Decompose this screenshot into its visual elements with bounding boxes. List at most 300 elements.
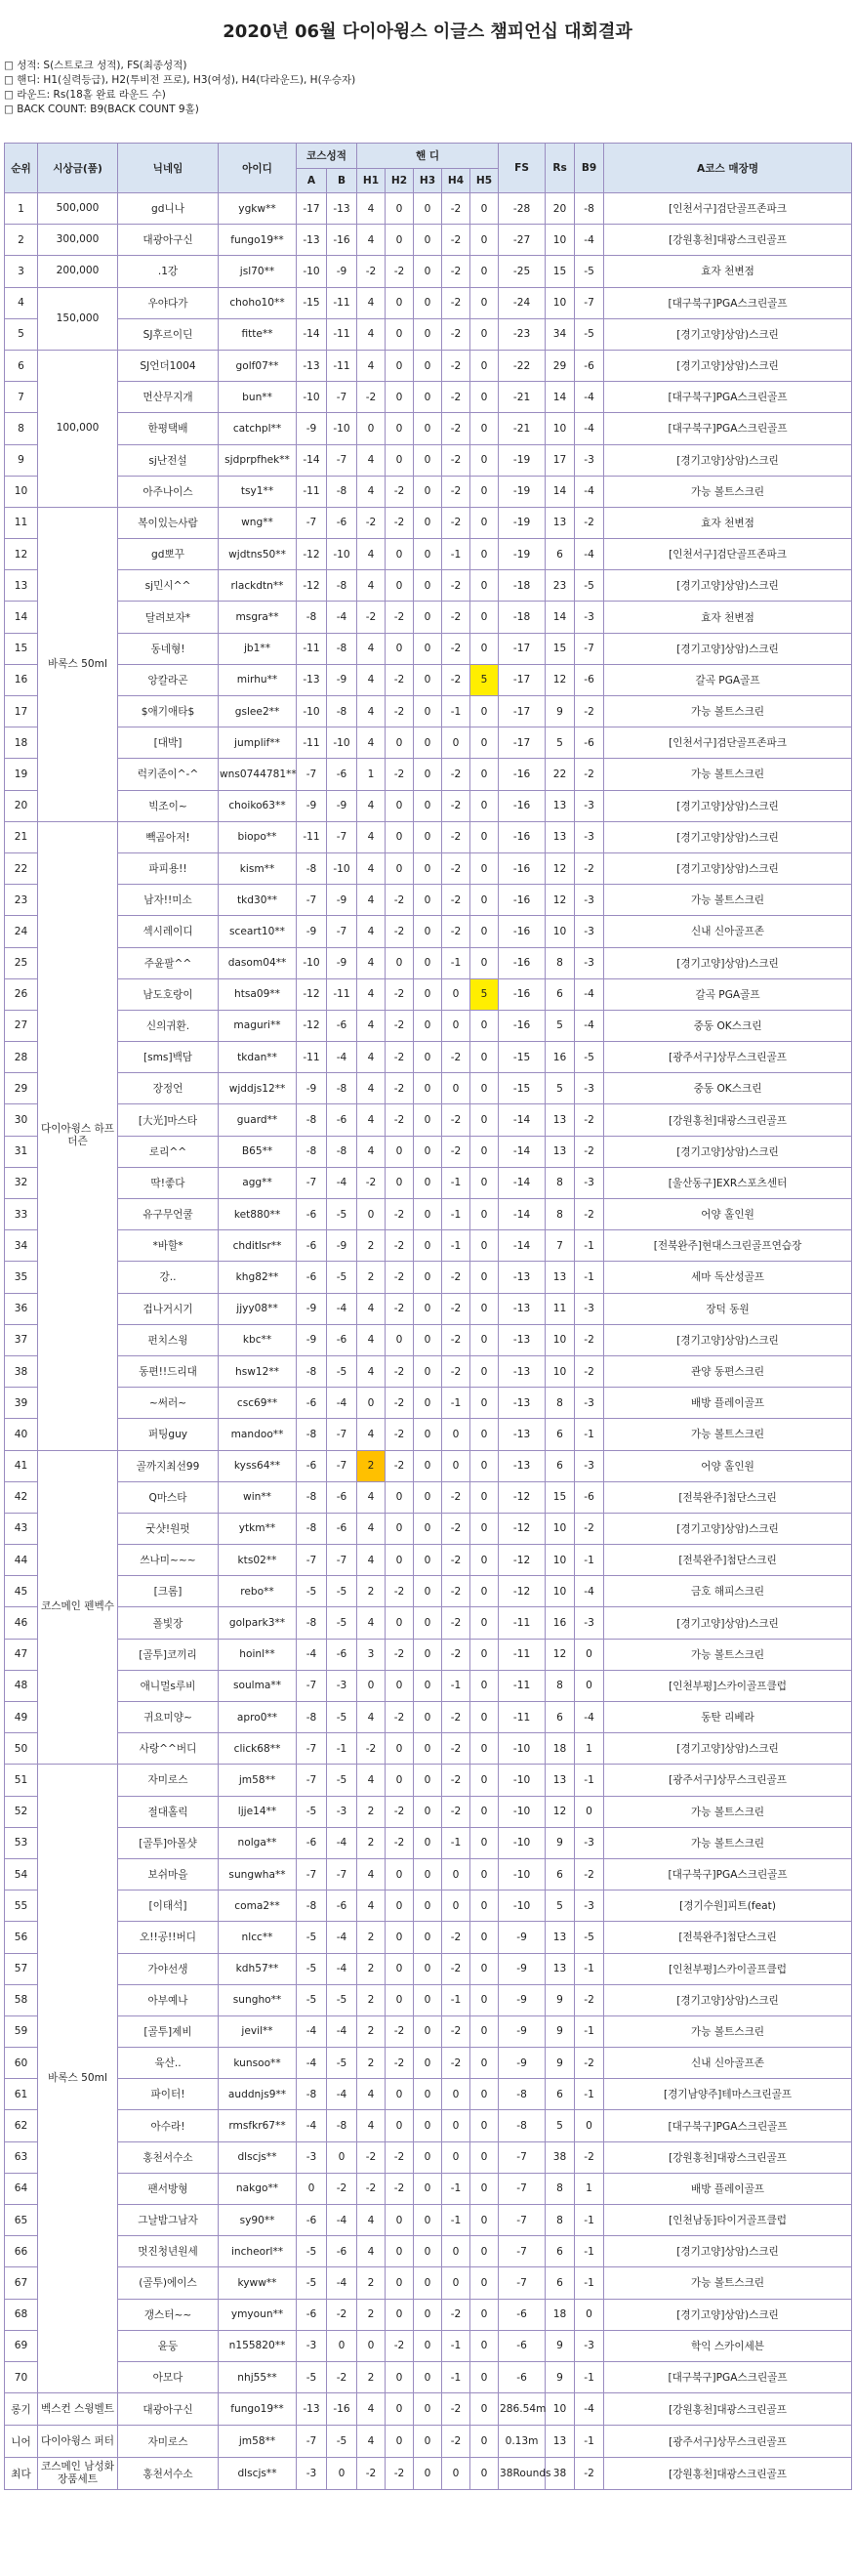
nickname-cell: 홍천서수소	[118, 2141, 219, 2173]
rank-cell: 10	[5, 476, 38, 507]
h2-cell: 0	[386, 1922, 414, 1953]
h2-cell: 0	[386, 413, 414, 444]
h5-cell: 0	[470, 2330, 499, 2361]
nickname-cell: 파이터!	[118, 2079, 219, 2110]
nickname-cell: 가야선생	[118, 1953, 219, 1984]
id-cell: kbc**	[219, 1324, 297, 1355]
h3-cell: 0	[414, 1010, 442, 1041]
h5-cell: 0	[470, 1545, 499, 1576]
fs-cell: -13	[499, 1419, 546, 1450]
id-cell: sungho**	[219, 1984, 297, 2015]
rank-cell: 23	[5, 885, 38, 916]
id-cell: bun**	[219, 382, 297, 413]
h2-cell: 0	[386, 947, 414, 978]
h3-cell: 0	[414, 1827, 442, 1858]
h3-cell: 0	[414, 2236, 442, 2267]
h4-cell: 0	[442, 727, 470, 759]
store-cell: [경기고양]상암)스크린	[604, 444, 852, 476]
score-a-cell: -13	[297, 2393, 327, 2426]
header-h3[interactable]: H3	[414, 169, 442, 193]
nickname-cell: 주윤팔^^	[118, 947, 219, 978]
h1-cell: 4	[357, 1355, 386, 1387]
table-row	[5, 2173, 852, 2204]
score-b-cell: -5	[327, 1576, 357, 1607]
h2-cell: -2	[386, 256, 414, 287]
rs-cell: 12	[546, 1639, 575, 1670]
header-b[interactable]: B	[327, 169, 357, 193]
h2-cell: 0	[386, 350, 414, 381]
fs-cell: -10	[499, 1890, 546, 1922]
h5-cell: 0	[470, 2048, 499, 2079]
score-b-cell: -2	[327, 2361, 357, 2392]
score-b-cell: -7	[327, 1545, 357, 1576]
h2-cell: 0	[386, 225, 414, 256]
b9-cell: -2	[575, 2458, 604, 2490]
nickname-cell: *바할*	[118, 1230, 219, 1262]
b9-cell: -1	[575, 2361, 604, 2392]
score-b-cell: -4	[327, 1042, 357, 1073]
table-row	[5, 821, 852, 852]
fs-cell: -11	[499, 1670, 546, 1701]
score-a-cell: -3	[297, 2141, 327, 2173]
id-cell: gslee2**	[219, 696, 297, 727]
h3-cell: 0	[414, 790, 442, 821]
header-store[interactable]: A코스 매장명	[604, 144, 852, 193]
h1-cell: 4	[357, 2393, 386, 2426]
h2-cell: 0	[386, 2361, 414, 2392]
score-b-cell: -5	[327, 1984, 357, 2015]
h4-cell: -2	[442, 1545, 470, 1576]
store-cell: [전북완주]첨단스크린	[604, 1545, 852, 1576]
results-body	[5, 193, 852, 2490]
fs-cell: -16	[499, 978, 546, 1010]
id-cell: golf07**	[219, 350, 297, 381]
h1-cell: 4	[357, 1104, 386, 1136]
h5-cell: 0	[470, 1670, 499, 1701]
header-a[interactable]: A	[297, 169, 327, 193]
nickname-cell: 파피용!!	[118, 852, 219, 884]
score-b-cell: -4	[327, 1827, 357, 1858]
h5-cell: 0	[470, 1858, 499, 1890]
h5-cell: 0	[470, 1010, 499, 1041]
store-cell: [전북완주]첨단스크린	[604, 1481, 852, 1513]
h4-cell: -2	[442, 413, 470, 444]
table-row	[5, 1890, 852, 1922]
score-b-cell: -13	[327, 193, 357, 225]
score-b-cell: -5	[327, 1702, 357, 1733]
rs-cell: 38	[546, 2141, 575, 2173]
h5-cell: 0	[470, 225, 499, 256]
h4-cell: -1	[442, 2330, 470, 2361]
b9-cell: -3	[575, 821, 604, 852]
h3-cell: 0	[414, 664, 442, 695]
id-cell: coma2**	[219, 1890, 297, 1922]
score-b-cell: -5	[327, 1765, 357, 1796]
rank-cell: 29	[5, 1073, 38, 1104]
fs-cell: -6	[499, 2330, 546, 2361]
nickname-cell: SJ언더1004	[118, 350, 219, 381]
id-cell: click68**	[219, 1733, 297, 1765]
rank-cell: 60	[5, 2048, 38, 2079]
h1-cell: -2	[357, 1733, 386, 1765]
h2-cell: 0	[386, 1607, 414, 1639]
b9-cell: -1	[575, 1765, 604, 1796]
id-cell: jumplif**	[219, 727, 297, 759]
id-cell: tkd30**	[219, 885, 297, 916]
score-a-cell: -6	[297, 1262, 327, 1293]
score-b-cell: 0	[327, 2458, 357, 2490]
h2-cell: 0	[386, 2267, 414, 2299]
rank-cell: 43	[5, 1513, 38, 1544]
h1-cell: -2	[357, 2458, 386, 2490]
h2-cell: 0	[386, 2205, 414, 2236]
rs-cell: 14	[546, 602, 575, 633]
score-b-cell: -7	[327, 916, 357, 947]
score-b-cell: -4	[327, 2205, 357, 2236]
h3-cell: 0	[414, 759, 442, 790]
id-cell: htsa09**	[219, 978, 297, 1010]
id-cell: guard**	[219, 1104, 297, 1136]
score-b-cell: -9	[327, 256, 357, 287]
rank-cell: 59	[5, 2015, 38, 2047]
prize-cell: 100,000	[38, 350, 118, 507]
h3-cell: 0	[414, 916, 442, 947]
h2-cell: 0	[386, 318, 414, 350]
b9-cell: -4	[575, 539, 604, 570]
header-fs[interactable]: FS	[499, 144, 546, 193]
h5-cell: 0	[470, 193, 499, 225]
score-b-cell: -5	[327, 2048, 357, 2079]
h5-cell: 5	[470, 664, 499, 695]
rank-cell: 51	[5, 1765, 38, 1796]
h3-cell: 0	[414, 1796, 442, 1827]
rs-cell: 7	[546, 1230, 575, 1262]
h1-cell: 4	[357, 1765, 386, 1796]
h4-cell: 0	[442, 2458, 470, 2490]
score-a-cell: -4	[297, 2048, 327, 2079]
h1-cell: 2	[357, 1953, 386, 1984]
store-cell: 효자 천변점	[604, 256, 852, 287]
h2-cell: -2	[386, 507, 414, 538]
score-a-cell: -11	[297, 1042, 327, 1073]
store-cell: 금호 해피스크린	[604, 1576, 852, 1607]
b9-cell: 0	[575, 1796, 604, 1827]
h3-cell: 0	[414, 1293, 442, 1324]
nickname-cell: 아부예나	[118, 1984, 219, 2015]
header-id[interactable]: 아이디	[219, 144, 297, 193]
rank-cell: 27	[5, 1010, 38, 1041]
h2-cell: 0	[386, 1513, 414, 1544]
b9-cell: 0	[575, 1639, 604, 1670]
h1-cell: 4	[357, 1010, 386, 1041]
rank-cell: 24	[5, 916, 38, 947]
nickname-cell: 달려보자*	[118, 602, 219, 633]
nickname-cell: 딱!좋다	[118, 1167, 219, 1198]
rank-cell: 67	[5, 2267, 38, 2299]
h2-cell: 0	[386, 2299, 414, 2330]
b9-cell: -6	[575, 664, 604, 695]
header-h2[interactable]: H2	[386, 169, 414, 193]
nickname-cell: 빅조이~	[118, 790, 219, 821]
award-prize-cell: 코스메인 남성화장품세트	[38, 2458, 118, 2490]
h1-cell: 2	[357, 1230, 386, 1262]
h5-cell: 0	[470, 1733, 499, 1765]
h5-cell: 0	[470, 1167, 499, 1198]
store-cell: [울산동구]EXR스포츠센터	[604, 1167, 852, 1198]
table-row	[5, 978, 852, 1010]
h4-cell: -2	[442, 790, 470, 821]
id-cell: kyss64**	[219, 1450, 297, 1481]
rs-cell: 9	[546, 2015, 575, 2047]
h2-cell: 0	[386, 1167, 414, 1198]
score-b-cell: -6	[327, 1104, 357, 1136]
table-row	[5, 1607, 852, 1639]
id-cell: hoinl**	[219, 1639, 297, 1670]
fs-cell: -27	[499, 225, 546, 256]
h3-cell: 0	[414, 696, 442, 727]
store-cell: 장덕 동원	[604, 1293, 852, 1324]
rank-cell: 11	[5, 507, 38, 538]
h2-cell: -2	[386, 1450, 414, 1481]
id-cell: choiko63**	[219, 790, 297, 821]
h5-cell: 0	[470, 287, 499, 318]
b9-cell: -2	[575, 1199, 604, 1230]
fs-cell: -21	[499, 382, 546, 413]
id-cell: ymyoun**	[219, 2299, 297, 2330]
rs-cell: 8	[546, 947, 575, 978]
store-cell: [대구북구]PGA스크린골프	[604, 2361, 852, 2392]
fs-cell: -11	[499, 1702, 546, 1733]
score-b-cell: -10	[327, 539, 357, 570]
rank-cell: 41	[5, 1450, 38, 1481]
h1-cell: 2	[357, 1262, 386, 1293]
store-cell: [강원홍천]대광스크린골프	[604, 2458, 852, 2490]
rank-cell: 31	[5, 1136, 38, 1167]
rs-cell: 10	[546, 287, 575, 318]
store-cell: 가능 볼트스크린	[604, 1796, 852, 1827]
header-h4[interactable]: H4	[442, 169, 470, 193]
h3-cell: 0	[414, 727, 442, 759]
id-cell: mirhu**	[219, 664, 297, 695]
h3-cell: 0	[414, 225, 442, 256]
h2-cell: -2	[386, 2458, 414, 2490]
rank-cell: 39	[5, 1388, 38, 1419]
store-cell: [강원홍천]대광스크린골프	[604, 2393, 852, 2426]
score-a-cell: -6	[297, 2299, 327, 2330]
h2-cell: -2	[386, 696, 414, 727]
table-row	[5, 790, 852, 821]
fs-cell: -14	[499, 1104, 546, 1136]
h4-cell: -2	[442, 1293, 470, 1324]
score-b-cell: -9	[327, 947, 357, 978]
h3-cell: 0	[414, 1765, 442, 1796]
h1-cell: 4	[357, 476, 386, 507]
prize-cell: 200,000	[38, 256, 118, 287]
h1-cell: -2	[357, 382, 386, 413]
h4-cell: -1	[442, 1230, 470, 1262]
nickname-cell: 멋진청년원세	[118, 2236, 219, 2267]
fs-cell: -28	[499, 193, 546, 225]
header-prize[interactable]: 시상금(품)	[38, 144, 118, 193]
h3-cell: 0	[414, 382, 442, 413]
rs-cell: 22	[546, 759, 575, 790]
h1-cell: 2	[357, 2361, 386, 2392]
table-row	[5, 2299, 852, 2330]
score-b-cell: -6	[327, 1890, 357, 1922]
nickname-cell: 애니멀s루비	[118, 1670, 219, 1701]
store-cell: [광주서구]상무스크린골프	[604, 1042, 852, 1073]
b9-cell: -1	[575, 2236, 604, 2267]
b9-cell: -2	[575, 1355, 604, 1387]
score-b-cell: -5	[327, 1199, 357, 1230]
b9-cell: -2	[575, 1858, 604, 1890]
table-row	[5, 1922, 852, 1953]
score-b-cell: 0	[327, 2141, 357, 2173]
score-a-cell: -5	[297, 1984, 327, 2015]
h1-cell: 4	[357, 1481, 386, 1513]
score-b-cell: -9	[327, 664, 357, 695]
table-row	[5, 287, 852, 318]
h4-cell: 0	[442, 1858, 470, 1890]
results-table	[4, 143, 852, 2490]
score-a-cell: -7	[297, 1765, 327, 1796]
id-cell: nakgo**	[219, 2173, 297, 2204]
rs-cell: 5	[546, 1073, 575, 1104]
fs-cell: -17	[499, 727, 546, 759]
store-cell: 신내 신아골프존	[604, 916, 852, 947]
b9-cell: -4	[575, 1576, 604, 1607]
id-cell: dasom04**	[219, 947, 297, 978]
table-row	[5, 350, 852, 381]
id-cell: catchpl**	[219, 413, 297, 444]
b9-cell: -3	[575, 1890, 604, 1922]
score-a-cell: -6	[297, 2205, 327, 2236]
nickname-cell: 먼산무지개	[118, 382, 219, 413]
store-cell: [경기고양]상암)스크린	[604, 570, 852, 602]
h5-cell: 0	[470, 1293, 499, 1324]
score-b-cell: -9	[327, 790, 357, 821]
table-row	[5, 1639, 852, 1670]
header-rank[interactable]: 순위	[5, 144, 38, 193]
rank-cell: 36	[5, 1293, 38, 1324]
id-cell: dlscjs**	[219, 2141, 297, 2173]
score-a-cell: -8	[297, 1890, 327, 1922]
header-b9[interactable]: B9	[575, 144, 604, 193]
score-a-cell: -7	[297, 1733, 327, 1765]
nickname-cell: 로리^^	[118, 1136, 219, 1167]
h3-cell: 0	[414, 570, 442, 602]
h5-cell: 0	[470, 1262, 499, 1293]
store-cell: [경기고양]상암)스크린	[604, 633, 852, 664]
header-nickname[interactable]: 닉네임	[118, 144, 219, 193]
score-a-cell: -12	[297, 570, 327, 602]
nickname-cell: 강..	[118, 1262, 219, 1293]
rs-cell: 6	[546, 1419, 575, 1450]
rank-cell: 40	[5, 1419, 38, 1450]
header-h1[interactable]: H1	[357, 169, 386, 193]
rank-cell: 15	[5, 633, 38, 664]
header-handicap: 핸 디	[357, 144, 499, 169]
h2-cell: 0	[386, 727, 414, 759]
b9-cell: -3	[575, 1607, 604, 1639]
id-cell: mandoo**	[219, 1419, 297, 1450]
rs-cell: 6	[546, 2236, 575, 2267]
rs-cell: 15	[546, 633, 575, 664]
score-b-cell: -4	[327, 1922, 357, 1953]
score-a-cell: -9	[297, 916, 327, 947]
h5-cell: 0	[470, 1827, 499, 1858]
header-h5[interactable]: H5	[470, 169, 499, 193]
page-title: 2020년 06월 다이아윙스 이글스 챔피언십 대회결과	[223, 21, 632, 42]
rs-cell: 13	[546, 2426, 575, 2458]
score-a-cell: -10	[297, 947, 327, 978]
h4-cell: -2	[442, 1262, 470, 1293]
rank-cell: 52	[5, 1796, 38, 1827]
score-a-cell: -8	[297, 1355, 327, 1387]
h1-cell: 0	[357, 2330, 386, 2361]
table-row	[5, 1733, 852, 1765]
score-b-cell: -8	[327, 696, 357, 727]
nickname-cell: 남자!!미소	[118, 885, 219, 916]
score-b-cell: -5	[327, 1607, 357, 1639]
rank-cell: 57	[5, 1953, 38, 1984]
rs-cell: 13	[546, 1922, 575, 1953]
h3-cell: 0	[414, 885, 442, 916]
h5-cell: 0	[470, 2426, 499, 2458]
special-award-row	[5, 2426, 852, 2458]
b9-cell: -5	[575, 256, 604, 287]
table-row	[5, 570, 852, 602]
rank-cell: 4	[5, 287, 38, 318]
rs-cell: 10	[546, 1513, 575, 1544]
fs-cell: -8	[499, 2079, 546, 2110]
store-cell: 중동 OK스크린	[604, 1010, 852, 1041]
rs-cell: 9	[546, 2330, 575, 2361]
h5-cell: 0	[470, 1607, 499, 1639]
nickname-cell: 골까지최선99	[118, 1450, 219, 1481]
rs-cell: 9	[546, 1827, 575, 1858]
h5-cell: 0	[470, 1388, 499, 1419]
h5-cell: 0	[470, 1796, 499, 1827]
fs-cell: -16	[499, 790, 546, 821]
b9-cell: -3	[575, 1167, 604, 1198]
h3-cell: 0	[414, 2205, 442, 2236]
rank-cell: 66	[5, 2236, 38, 2267]
h4-cell: -2	[442, 444, 470, 476]
rs-cell: 15	[546, 256, 575, 287]
id-cell: kdh57**	[219, 1953, 297, 1984]
nickname-cell: gd니나	[118, 193, 219, 225]
score-a-cell: -17	[297, 193, 327, 225]
h4-cell: -2	[442, 2393, 470, 2426]
h2-cell: 0	[386, 1324, 414, 1355]
rank-cell: 17	[5, 696, 38, 727]
h2-cell: 0	[386, 1136, 414, 1167]
b9-cell: -1	[575, 2267, 604, 2299]
rs-cell: 13	[546, 790, 575, 821]
rs-cell: 13	[546, 1953, 575, 1984]
h3-cell: 0	[414, 1922, 442, 1953]
header-rs[interactable]: Rs	[546, 144, 575, 193]
h4-cell: -1	[442, 1388, 470, 1419]
h4-cell: -2	[442, 287, 470, 318]
h3-cell: 0	[414, 2393, 442, 2426]
h3-cell: 0	[414, 1167, 442, 1198]
store-cell: [경기고양]상암)스크린	[604, 947, 852, 978]
id-cell: fungo19**	[219, 2393, 297, 2426]
store-cell: [인천서구]검단골프존파크	[604, 539, 852, 570]
b9-cell: -2	[575, 1104, 604, 1136]
